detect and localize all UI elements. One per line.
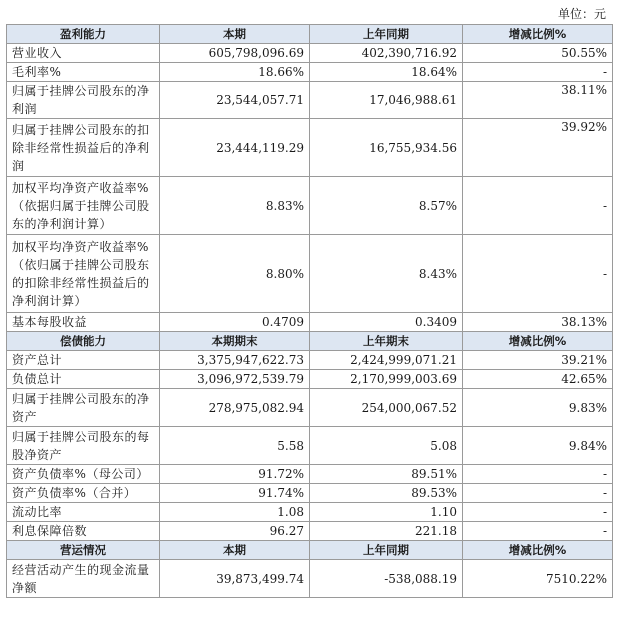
previous-value: 16,755,934.56	[310, 119, 463, 177]
change-value: 9.84%	[463, 427, 613, 465]
row-label: 归属于挂牌公司股东的净利润	[7, 82, 160, 119]
financial-indicators-table	[6, 24, 613, 598]
row-label: 基本每股收益	[7, 313, 160, 332]
column-header: 营运情况	[7, 541, 160, 560]
current-value: 3,096,972,539.79	[160, 370, 310, 389]
table-row	[7, 235, 613, 313]
table-row	[7, 177, 613, 235]
row-label: 归属于挂牌公司股东的每股净资产	[7, 427, 160, 465]
column-header: 盈利能力	[7, 25, 160, 44]
table-row	[7, 503, 613, 522]
change-value: -	[463, 63, 613, 82]
table-row	[7, 484, 613, 503]
current-value: 1.08	[160, 503, 310, 522]
table-row	[7, 522, 613, 541]
column-header: 上年同期	[310, 25, 463, 44]
column-header: 上年同期	[310, 541, 463, 560]
table-body	[7, 25, 613, 598]
row-label: 加权平均净资产收益率%（依归属于挂牌公司股东的扣除非经常性损益后的净利润计算）	[7, 235, 160, 313]
row-label: 资产总计	[7, 351, 160, 370]
previous-value: 2,170,999,003.69	[310, 370, 463, 389]
current-value: 3,375,947,622.73	[160, 351, 310, 370]
table-row	[7, 119, 613, 177]
row-label: 加权平均净资产收益率%（依据归属于挂牌公司股东的净利润计算）	[7, 177, 160, 235]
previous-value: 89.53%	[310, 484, 463, 503]
current-value: 8.80%	[160, 235, 310, 313]
table-row	[7, 82, 613, 119]
change-value: -	[463, 177, 613, 235]
previous-value: 8.57%	[310, 177, 463, 235]
row-label: 毛利率%	[7, 63, 160, 82]
row-label: 流动比率	[7, 503, 160, 522]
current-value: 23,444,119.29	[160, 119, 310, 177]
row-label: 经营活动产生的现金流量净额	[7, 560, 160, 598]
column-header: 增减比例%	[463, 25, 613, 44]
change-value: 38.11%	[463, 82, 613, 119]
change-value: 39.21%	[463, 351, 613, 370]
column-header: 本期	[160, 25, 310, 44]
current-value: 96.27	[160, 522, 310, 541]
current-value: 605,798,096.69	[160, 44, 310, 63]
table-row	[7, 465, 613, 484]
column-header: 增减比例%	[463, 541, 613, 560]
change-value: -	[463, 484, 613, 503]
change-value: -	[463, 235, 613, 313]
column-header: 偿债能力	[7, 332, 160, 351]
current-value: 8.83%	[160, 177, 310, 235]
previous-value: 17,046,988.61	[310, 82, 463, 119]
change-value: 50.55%	[463, 44, 613, 63]
unit-label: 单位：元	[557, 7, 606, 21]
table-row	[7, 63, 613, 82]
previous-value: 5.08	[310, 427, 463, 465]
change-value: -	[463, 503, 613, 522]
current-value: 5.58	[160, 427, 310, 465]
row-label: 负债总计	[7, 370, 160, 389]
column-header: 上年期末	[310, 332, 463, 351]
column-header: 本期期末	[160, 332, 310, 351]
table-row	[7, 351, 613, 370]
section-header-row	[7, 332, 613, 351]
row-label: 归属于挂牌公司股东的扣除非经常性损益后的净利润	[7, 119, 160, 177]
row-label: 资产负债率%（合并）	[7, 484, 160, 503]
previous-value: -538,088.19	[310, 560, 463, 598]
previous-value: 18.64%	[310, 63, 463, 82]
previous-value: 0.3409	[310, 313, 463, 332]
current-value: 91.72%	[160, 465, 310, 484]
change-value: 9.83%	[463, 389, 613, 427]
previous-value: 89.51%	[310, 465, 463, 484]
section-header-row	[7, 25, 613, 44]
row-label: 归属于挂牌公司股东的净资产	[7, 389, 160, 427]
table-row	[7, 389, 613, 427]
row-label: 营业收入	[7, 44, 160, 63]
table-row	[7, 44, 613, 63]
column-header: 增减比例%	[463, 332, 613, 351]
current-value: 91.74%	[160, 484, 310, 503]
previous-value: 402,390,716.92	[310, 44, 463, 63]
table-row	[7, 370, 613, 389]
row-label: 利息保障倍数	[7, 522, 160, 541]
change-value: 42.65%	[463, 370, 613, 389]
table-row	[7, 313, 613, 332]
current-value: 18.66%	[160, 63, 310, 82]
section-header-row	[7, 541, 613, 560]
column-header: 本期	[160, 541, 310, 560]
change-value: 7510.22%	[463, 560, 613, 598]
row-label: 资产负债率%（母公司）	[7, 465, 160, 484]
change-value: -	[463, 465, 613, 484]
previous-value: 221.18	[310, 522, 463, 541]
change-value: 39.92%	[463, 119, 613, 177]
previous-value: 1.10	[310, 503, 463, 522]
current-value: 39,873,499.74	[160, 560, 310, 598]
current-value: 23,544,057.71	[160, 82, 310, 119]
current-value: 0.4709	[160, 313, 310, 332]
previous-value: 254,000,067.52	[310, 389, 463, 427]
change-value: -	[463, 522, 613, 541]
change-value: 38.13%	[463, 313, 613, 332]
previous-value: 8.43%	[310, 235, 463, 313]
previous-value: 2,424,999,071.21	[310, 351, 463, 370]
table-row	[7, 427, 613, 465]
table-row	[7, 560, 613, 598]
current-value: 278,975,082.94	[160, 389, 310, 427]
